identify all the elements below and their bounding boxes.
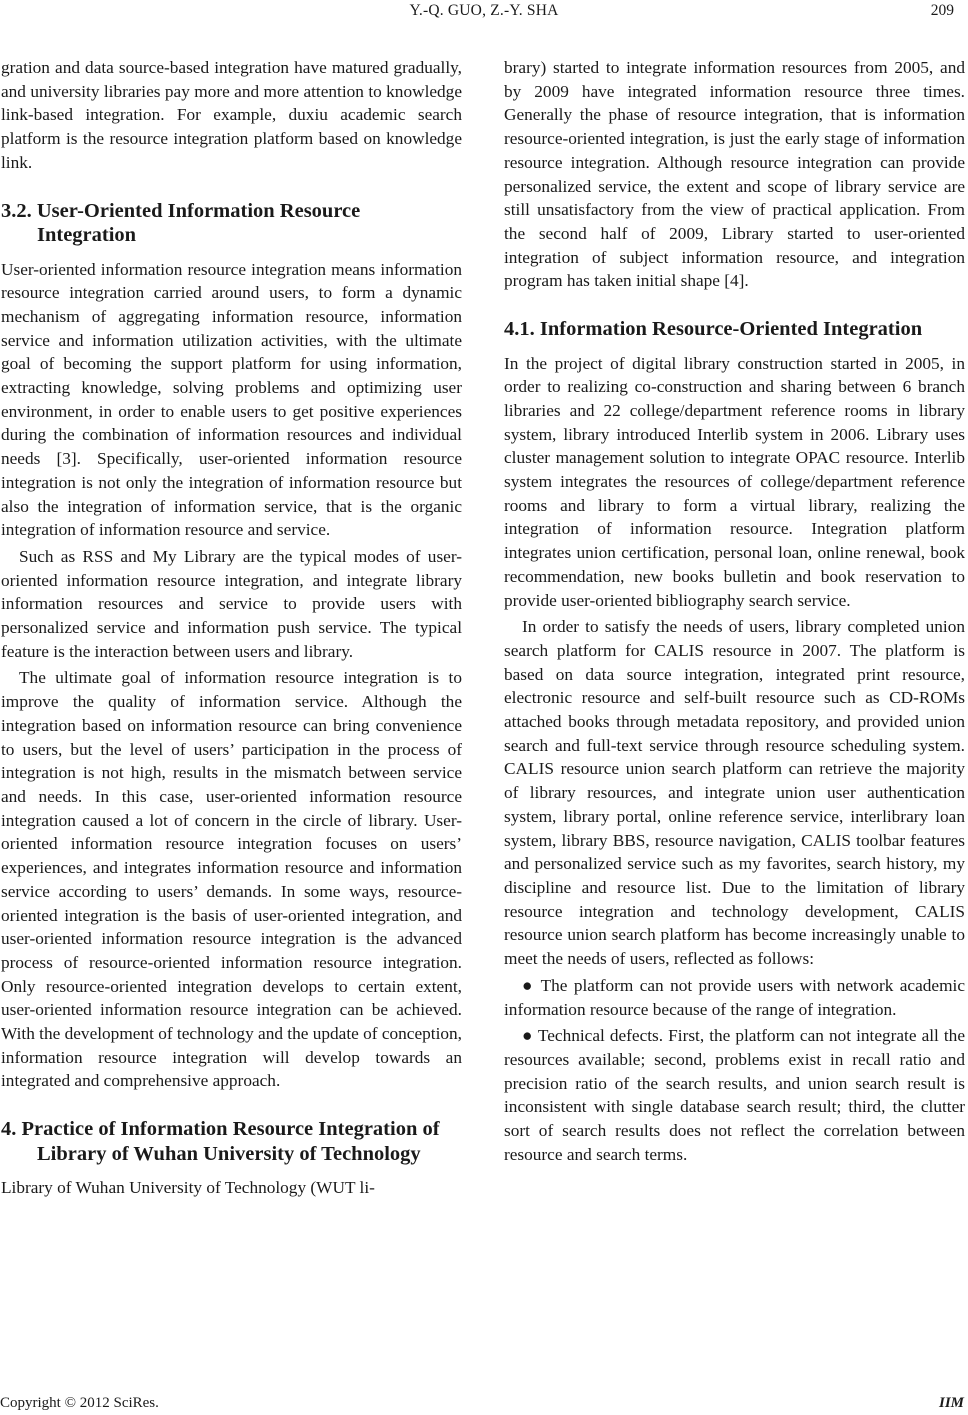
copyright-notice: Copyright © 2012 SciRes. xyxy=(0,1395,159,1411)
paragraph: User-oriented information resource integration means information resource integration carried around users, to form a dynamic mechanism of aggregating information resource, information service and information utilization activities, with the ultimate goal of becoming the support platform for using information, extracting knowledge, solving problems and optimizing user environment, in order to enable users to get positive experiences during the combination of information resources and individual needs [3]. Specifically, user-oriented information resource integration is not only the integration of information resource but also the integration of information service, that is the organic integration of information resource and service. xyxy=(1,259,462,540)
paragraph: The ultimate goal of information resource integration is to improve the quality of information service. Although the integration based on information resource can bring convenience to users, but the level of users’ participation in the process of integration is not high, results in the mismatch between service and needs. In this case, user-oriented information resource integration caused a lot of concern in the circle of library. User-oriented information resource integration focuses on users’ experiences, and integrates information resource and information service according to users’ demands. In some ways, resource-oriented integration is the basis of user-oriented integration, and user-oriented information resource integration is the advanced process of resource-oriented information resource integration. Only resource-oriented integration develops to certain extent, user-oriented information resource integration can be achieved. With the development of technology and the update of conception, information resource integration will develop towards an integrated and comprehensive approach. xyxy=(1,668,462,1091)
right-column xyxy=(504,56,965,1166)
paragraph: Such as RSS and My Library are the typical modes of user-oriented information resource integration, and integrate library information resources and service to provide users with personalized service and information push service. The typical feature is the interaction between users and library. xyxy=(1,546,462,661)
journal-abbreviation: IIM xyxy=(938,1395,964,1411)
bullet-item: ● The platform can not provide users with network academic information resource because of the range of integration. xyxy=(504,975,965,1019)
page-header xyxy=(0,0,968,24)
page-number: 209 xyxy=(930,2,954,19)
section-heading-3-2: 3.2. User-Oriented Information Resource Integration xyxy=(1,199,361,247)
section-heading-4: 4. Practice of Information Resource Integration of Library of Wuhan University of Technology xyxy=(1,1118,440,1165)
paragraph: Library of Wuhan University of Technology (WUT li- xyxy=(1,1178,375,1198)
page-footer xyxy=(0,1395,968,1415)
paragraph-continued: brary) started to integrate information resources from 2005, and by 2009 have integrated information resource three times. Generally the phase of resource integration, that is information resource-oriented integration, is just the early stage of information resource integration. Although resource integration can provide personalized service, the extent and scope of library service are still unsatisfactory from the view of practical application. From the second half of 2009, Library started to user-oriented integration of subject information resource, and integration program has taken initial shape [4]. xyxy=(504,58,965,291)
section-heading-4-1: 4.1. Information Resource-Oriented Integration xyxy=(504,318,923,341)
running-head: Y.-Q. GUO, Z.-Y. SHA xyxy=(409,2,559,19)
paragraph: In order to satisfy the needs of users, library completed union search platform for CALIS resource in 2007. The platform is based on data source integration, integrated print resource, electronic resource and self-built resource such as CD-ROMs attached books through metadata repository, and provided union search and full-text service through resource scheduling system. CALIS resource union search platform can retrieve the majority of library resources, and integrate union user authentication system, library portal, online reference service, interlibrary loan system, library BBS, resource navigation, CALIS toolbar features and personalized service such as my favorites, search history, my discipline and resource list. Due to the limitation of library resource integration and technology development, CALIS resource union search platform has become increasingly unable to meet the needs of users, reflected as follows: xyxy=(504,617,965,969)
paragraph: In the project of digital library construction started in 2005, in order to realizing co-construction and sharing between 6 branch libraries and 22 college/department reference rooms in library system, library introduced Interlib system in 2006. Library uses cluster management solution to integrate OPAC resource. Interlib system integrates the resources of college/department reference rooms and library to form a virtual library, realizing the integration of information resource. Integration platform integrates union certification, personal loan, online renewal, book recommendation, new books bulletin and book reservation to provide user-oriented bibliography search service. xyxy=(504,353,965,610)
bullet-item: ● Technical defects. First, the platform can not integrate all the resources available; second, problems exist in recall ratio and precision ratio of the search results, and union search result is inconsistent with single database search result; third, the clutter sort of search results does not reflect the correlation between resource and search terms. xyxy=(504,1026,965,1164)
paragraph-continued: gration and data source-based integration have matured gradually, and university libraries pay more and more attention to knowledge link-based integration. For example, duxiu academic search platform is the resource integration platform based on knowledge link. xyxy=(1,58,462,172)
left-column xyxy=(1,56,462,1200)
